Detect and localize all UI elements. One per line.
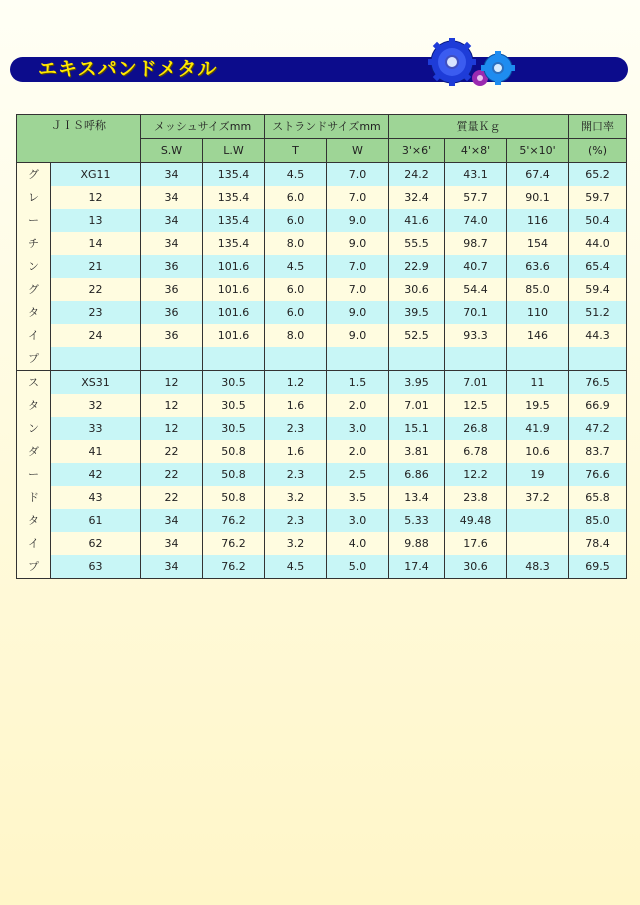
table-cell: 3.81	[389, 440, 445, 463]
table-cell: 24	[51, 324, 141, 347]
table-cell: 40.7	[445, 255, 507, 278]
table-cell: 55.5	[389, 232, 445, 255]
table-cell: 48.3	[507, 555, 569, 579]
group-label-char: ン	[17, 255, 51, 278]
table-cell: 34	[141, 532, 203, 555]
table-cell: 110	[507, 301, 569, 324]
group-label-char: タ	[17, 394, 51, 417]
table-cell: 7.01	[389, 394, 445, 417]
table-cell	[507, 509, 569, 532]
table-cell: 135.4	[203, 163, 265, 187]
grating-group	[17, 163, 627, 371]
table-row	[17, 555, 627, 579]
table-cell: 65.2	[569, 163, 627, 187]
table-cell: 34	[141, 555, 203, 579]
table-cell: 9.0	[327, 301, 389, 324]
size2-header: 4'×8'	[445, 139, 507, 163]
table-cell: 43.1	[445, 163, 507, 187]
table-cell: 22.9	[389, 255, 445, 278]
table-cell: 30.6	[445, 555, 507, 579]
table-cell: 30.5	[203, 417, 265, 440]
table-cell: 4.0	[327, 532, 389, 555]
table-cell: 34	[141, 232, 203, 255]
gears-icon	[426, 38, 518, 90]
table-cell: 41	[51, 440, 141, 463]
table-cell: 4.5	[265, 555, 327, 579]
table-cell	[389, 347, 445, 371]
table-cell: 22	[141, 440, 203, 463]
table-cell: 76.2	[203, 532, 265, 555]
table-cell: 12.2	[445, 463, 507, 486]
page-title: エキスパンドメタル	[38, 58, 218, 80]
table-cell: 12	[141, 371, 203, 395]
table-cell: 36	[141, 278, 203, 301]
pct-header: (%)	[569, 139, 627, 163]
table-cell: 9.0	[327, 324, 389, 347]
table-cell: 6.86	[389, 463, 445, 486]
group-label-char: レ	[17, 186, 51, 209]
group-label-char: グ	[17, 278, 51, 301]
table-cell: 78.4	[569, 532, 627, 555]
table-cell: 1.6	[265, 394, 327, 417]
table-cell: 34	[141, 186, 203, 209]
table-cell: 4.5	[265, 163, 327, 187]
table-cell: 47.2	[569, 417, 627, 440]
table-cell: 17.6	[445, 532, 507, 555]
weight-header: 質量Ｋｇ	[389, 115, 569, 139]
group-label-char: グ	[17, 163, 51, 187]
table-cell: 101.6	[203, 301, 265, 324]
table-cell: 9.0	[327, 232, 389, 255]
table-cell: 50.8	[203, 463, 265, 486]
standard-group	[17, 371, 627, 579]
table-cell: 34	[141, 163, 203, 187]
table-cell: 23.8	[445, 486, 507, 509]
table-cell: 12	[51, 186, 141, 209]
table-cell: 1.6	[265, 440, 327, 463]
table-cell: 37.2	[507, 486, 569, 509]
table-cell: 2.0	[327, 394, 389, 417]
group-label-char: ー	[17, 209, 51, 232]
table-cell: 65.4	[569, 255, 627, 278]
table-cell: 83.7	[569, 440, 627, 463]
size1-header: 3'×6'	[389, 139, 445, 163]
table-cell: 21	[51, 255, 141, 278]
mesh-header: メッシュサイズmm	[141, 115, 265, 139]
group-label-char: ン	[17, 417, 51, 440]
table-cell: 44.3	[569, 324, 627, 347]
table-cell: 36	[141, 301, 203, 324]
table-row	[17, 301, 627, 324]
table-cell: 13	[51, 209, 141, 232]
jis-header: ＪＩＳ呼称	[17, 115, 141, 163]
group-label-char: タ	[17, 509, 51, 532]
table-cell: 135.4	[203, 209, 265, 232]
strand-header: ストランドサイズmm	[265, 115, 389, 139]
table-row	[17, 347, 627, 371]
table-cell: 6.0	[265, 186, 327, 209]
table-cell: 76.5	[569, 371, 627, 395]
table-cell: 6.0	[265, 209, 327, 232]
table-cell: 146	[507, 324, 569, 347]
table-cell: 50.4	[569, 209, 627, 232]
table-cell	[203, 347, 265, 371]
table-cell: 49.48	[445, 509, 507, 532]
table-cell	[265, 347, 327, 371]
table-cell: 30.5	[203, 394, 265, 417]
table-cell: 3.2	[265, 486, 327, 509]
t-header: T	[265, 139, 327, 163]
table-cell: 7.0	[327, 163, 389, 187]
table-cell: 76.2	[203, 509, 265, 532]
table-cell: 30.6	[389, 278, 445, 301]
table-cell: 22	[141, 463, 203, 486]
table-cell: 50.8	[203, 486, 265, 509]
group-label-char: タ	[17, 301, 51, 324]
table-cell: XS31	[51, 371, 141, 395]
lw-header: L.W	[203, 139, 265, 163]
table-cell: 7.0	[327, 255, 389, 278]
table-cell: 43	[51, 486, 141, 509]
table-cell: 15.1	[389, 417, 445, 440]
table-cell: 5.33	[389, 509, 445, 532]
table-row	[17, 324, 627, 347]
table-cell: 10.6	[507, 440, 569, 463]
table-cell: 3.5	[327, 486, 389, 509]
table-cell: 17.4	[389, 555, 445, 579]
table-cell: 33	[51, 417, 141, 440]
table-cell: 11	[507, 371, 569, 395]
table-cell: 14	[51, 232, 141, 255]
w-header: W	[327, 139, 389, 163]
table-row	[17, 255, 627, 278]
table-cell: 93.3	[445, 324, 507, 347]
table-cell	[507, 347, 569, 371]
sw-header: S.W	[141, 139, 203, 163]
table-cell: 34	[141, 209, 203, 232]
table-cell: 6.0	[265, 301, 327, 324]
table-cell: 12.5	[445, 394, 507, 417]
table-cell: 101.6	[203, 278, 265, 301]
group-label-char: プ	[17, 347, 51, 371]
table-cell: 3.95	[389, 371, 445, 395]
table-cell: 62	[51, 532, 141, 555]
table-cell: 98.7	[445, 232, 507, 255]
table-cell: 2.3	[265, 417, 327, 440]
table-cell: 44.0	[569, 232, 627, 255]
table-cell: 51.2	[569, 301, 627, 324]
table-cell: 59.7	[569, 186, 627, 209]
table-cell: 22	[141, 486, 203, 509]
table-cell: 1.2	[265, 371, 327, 395]
table-cell: 154	[507, 232, 569, 255]
table-row	[17, 394, 627, 417]
table-row	[17, 232, 627, 255]
table-cell: 12	[141, 394, 203, 417]
group-label-char: ス	[17, 371, 51, 395]
group-label-char: プ	[17, 555, 51, 579]
table-cell: 63.6	[507, 255, 569, 278]
table-cell: 61	[51, 509, 141, 532]
header-row-1	[17, 115, 627, 139]
table-cell: 13.4	[389, 486, 445, 509]
table-row	[17, 486, 627, 509]
large-gear-icon	[428, 38, 476, 86]
group-label-char: ダ	[17, 440, 51, 463]
table-cell: 24.2	[389, 163, 445, 187]
table-row	[17, 463, 627, 486]
table-cell: 7.01	[445, 371, 507, 395]
table-cell: 67.4	[507, 163, 569, 187]
table-cell: 66.9	[569, 394, 627, 417]
table-cell: 30.5	[203, 371, 265, 395]
table-cell: 85.0	[569, 509, 627, 532]
table-row	[17, 278, 627, 301]
table-cell: XG11	[51, 163, 141, 187]
table-cell: 41.9	[507, 417, 569, 440]
table-cell: 36	[141, 255, 203, 278]
table-cell: 7.0	[327, 278, 389, 301]
table-cell: 19.5	[507, 394, 569, 417]
table-cell: 65.8	[569, 486, 627, 509]
table-cell	[569, 347, 627, 371]
table-cell: 85.0	[507, 278, 569, 301]
table-cell	[507, 532, 569, 555]
table-cell: 101.6	[203, 255, 265, 278]
table-cell: 90.1	[507, 186, 569, 209]
table-cell: 32	[51, 394, 141, 417]
table-cell: 12	[141, 417, 203, 440]
table-cell: 3.0	[327, 509, 389, 532]
table-cell: 42	[51, 463, 141, 486]
table-cell: 1.5	[327, 371, 389, 395]
table-cell: 70.1	[445, 301, 507, 324]
table-cell: 50.8	[203, 440, 265, 463]
table-cell: 32.4	[389, 186, 445, 209]
table-cell: 2.3	[265, 463, 327, 486]
table-cell: 2.5	[327, 463, 389, 486]
table-cell: 3.0	[327, 417, 389, 440]
table-cell: 8.0	[265, 232, 327, 255]
table-cell: 34	[141, 509, 203, 532]
table-cell: 22	[51, 278, 141, 301]
table-row	[17, 209, 627, 232]
table-cell: 116	[507, 209, 569, 232]
table-cell: 9.88	[389, 532, 445, 555]
table-cell: 54.4	[445, 278, 507, 301]
group-label-char: イ	[17, 324, 51, 347]
spec-table	[16, 114, 627, 579]
group-label-char: ー	[17, 463, 51, 486]
table-cell: 19	[507, 463, 569, 486]
table-cell	[51, 347, 141, 371]
table-cell: 76.2	[203, 555, 265, 579]
table-cell	[327, 347, 389, 371]
table-cell: 4.5	[265, 255, 327, 278]
table-cell: 36	[141, 324, 203, 347]
table-cell: 135.4	[203, 232, 265, 255]
table-cell: 101.6	[203, 324, 265, 347]
table-cell	[445, 347, 507, 371]
table-row	[17, 509, 627, 532]
table-cell: 5.0	[327, 555, 389, 579]
table-row	[17, 417, 627, 440]
table-cell: 7.0	[327, 186, 389, 209]
table-cell	[141, 347, 203, 371]
table-cell: 52.5	[389, 324, 445, 347]
table-row	[17, 440, 627, 463]
table-cell: 6.0	[265, 278, 327, 301]
table-cell: 59.4	[569, 278, 627, 301]
table-cell: 2.0	[327, 440, 389, 463]
table-cell: 69.5	[569, 555, 627, 579]
table-cell: 76.6	[569, 463, 627, 486]
table-cell: 135.4	[203, 186, 265, 209]
table-cell: 63	[51, 555, 141, 579]
table-cell: 2.3	[265, 509, 327, 532]
open-header: 開口率	[569, 115, 627, 139]
table-row	[17, 163, 627, 187]
table-cell: 23	[51, 301, 141, 324]
group-label-char: チ	[17, 232, 51, 255]
table-cell: 6.78	[445, 440, 507, 463]
table-cell: 41.6	[389, 209, 445, 232]
table-row	[17, 186, 627, 209]
group-label-char: イ	[17, 532, 51, 555]
table-cell: 8.0	[265, 324, 327, 347]
table-cell: 74.0	[445, 209, 507, 232]
size3-header: 5'×10'	[507, 139, 569, 163]
table-cell: 3.2	[265, 532, 327, 555]
table-cell: 39.5	[389, 301, 445, 324]
table-row	[17, 532, 627, 555]
table-cell: 57.7	[445, 186, 507, 209]
group-label-char: ド	[17, 486, 51, 509]
table-cell: 9.0	[327, 209, 389, 232]
table-cell: 26.8	[445, 417, 507, 440]
table-row	[17, 371, 627, 395]
